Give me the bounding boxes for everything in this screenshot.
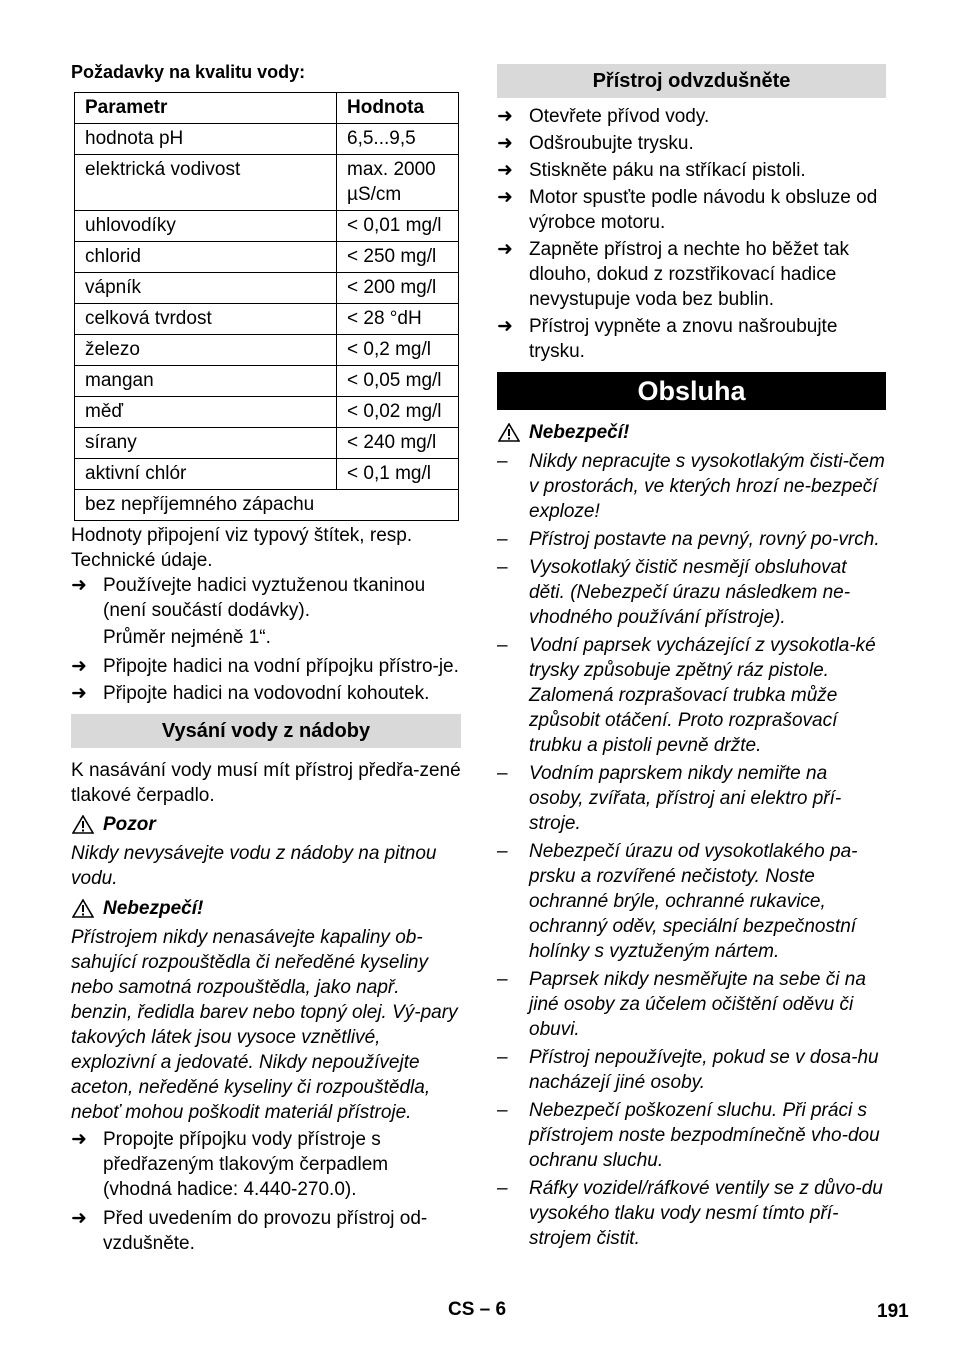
table-cell: < 0,2 mg/l	[337, 335, 459, 366]
table-cell: měď	[75, 397, 337, 428]
list-item-text: Přístroj postavte na pevný, rovný po-vrch.	[529, 529, 880, 550]
bleed-steps-list	[497, 104, 886, 364]
table-cell: mangan	[75, 366, 337, 397]
chapter-heading: Obsluha	[497, 372, 886, 410]
table-header-cell: Hodnota	[337, 93, 459, 124]
table-title: Požadavky na kvalitu vody:	[71, 62, 306, 82]
table-cell: 6,5...9,5	[337, 124, 459, 155]
list-item-text: Motor spusťte podle návodu k obsluze od výrobce motoru.	[529, 187, 878, 233]
arrow-right-icon: ➜	[71, 683, 87, 704]
paragraph-connection-values: Hodnoty připojení viz typový štítek, resp. Technické údaje.	[71, 525, 413, 571]
table-cell: < 0,05 mg/l	[337, 366, 459, 397]
list-item	[497, 314, 886, 364]
list-item	[497, 158, 886, 183]
warning-triangle-icon	[498, 423, 520, 442]
table-cell: < 240 mg/l	[337, 428, 459, 459]
table-row	[75, 490, 459, 521]
danger-heading	[71, 896, 461, 921]
list-item-text: Přístroj nepoužívejte, pokud se v dosa-hu nacházejí jiné osoby.	[529, 1047, 879, 1093]
list-item-text: Odšroubujte trysku.	[529, 133, 694, 154]
table-row	[75, 304, 459, 335]
list-item-text: Zapněte přístroj a nechte ho běžet tak dlouho, dokud z rozstřikovací hadice nevystupuje voda bez bublin.	[529, 239, 850, 310]
arrow-right-icon: ➜	[497, 133, 513, 154]
table-cell: vápník	[75, 273, 337, 304]
list-item	[497, 104, 886, 129]
table-cell: uhlovodíky	[75, 211, 337, 242]
dash-bullet: –	[497, 1047, 508, 1068]
dash-bullet: –	[497, 451, 508, 472]
table-row	[75, 366, 459, 397]
dash-bullet: –	[497, 635, 508, 656]
dash-bullet: –	[497, 529, 508, 550]
list-item	[497, 1176, 886, 1251]
list-item-text: Před uvedením do provozu přístroj od-vzdušněte.	[103, 1208, 428, 1254]
table-cell: < 200 mg/l	[337, 273, 459, 304]
arrow-right-icon: ➜	[71, 1208, 87, 1229]
table-cell: aktivní chlór	[75, 459, 337, 490]
arrow-right-icon: ➜	[71, 575, 87, 596]
danger-label: Nebezpečí!	[103, 898, 204, 919]
list-item	[497, 237, 886, 312]
list-item-text: Připojte hadici na vodovodní kohoutek.	[103, 683, 430, 704]
list-item-text: Připojte hadici na vodní přípojku přístro-je.	[103, 656, 459, 677]
table-cell: sírany	[75, 428, 337, 459]
list-item	[71, 573, 461, 650]
list-item-text: Otevřete přívod vody.	[529, 106, 710, 127]
table-cell: < 28 °dH	[337, 304, 459, 335]
table-cell: bez nepříjemného zápachu	[75, 490, 459, 521]
list-item	[497, 1098, 886, 1173]
dash-bullet: –	[497, 969, 508, 990]
list-item	[497, 527, 886, 552]
table-header-row	[75, 93, 459, 124]
table-row	[75, 273, 459, 304]
list-item	[497, 1045, 886, 1095]
table-row	[75, 155, 459, 211]
table-row	[75, 428, 459, 459]
caution-label: Pozor	[103, 814, 156, 835]
list-item-note: Průměr nejméně 1“.	[103, 627, 271, 648]
list-item-text: Nebezpečí úrazu od vysokotlakého pa-prsku a rozvířené nečistoty. Noste ochranné brýle, ochranné rukavice, ochranný oděv, speciální bezpečnostní holínky s vyztuženým nártem.	[529, 841, 858, 962]
table-cell: hodnota pH	[75, 124, 337, 155]
dash-bullet: –	[497, 763, 508, 784]
list-item	[497, 185, 886, 235]
list-item	[497, 761, 886, 836]
table-row	[75, 124, 459, 155]
table-cell: celková tvrdost	[75, 304, 337, 335]
arrow-right-icon: ➜	[497, 239, 513, 260]
left-column	[71, 60, 461, 1256]
table-cell: chlorid	[75, 242, 337, 273]
list-item-text: Nikdy nepracujte s vysokotlakým čisti-čem v prostorách, ve kterých hrozí ne-bezpečí exploze!	[529, 451, 885, 522]
list-item-text: Používejte hadici vyztuženou tkaninou (není součástí dodávky).	[103, 575, 426, 621]
table-cell: železo	[75, 335, 337, 366]
table-cell: < 250 mg/l	[337, 242, 459, 273]
table-row	[75, 335, 459, 366]
danger-text: Přístrojem nikdy nenasávejte kapaliny ob-sahující rozpouštědla či neředěné kyseliny nebo samotná rozpouštědla, jako např. benzin, ředidla barev nebo topný olej. Vý-pary takových látek jsou vysoce vznětlivé, explozivní a jedovaté. Nikdy nepoužívejte aceton, neředěné kyseliny či rozpouštědla, neboť mohou poškodit materiál přístroje.	[71, 927, 458, 1123]
list-item	[497, 967, 886, 1042]
danger-label: Nebezpečí!	[529, 422, 630, 443]
table-cell: max. 2000 µS/cm	[337, 155, 459, 211]
danger-heading	[497, 420, 886, 445]
list-item	[71, 1206, 461, 1256]
list-item-text: Propojte přípojku vody přístroje s předřazeným tlakovým čerpadlem (vhodná hadice: 4.440-270.0).	[103, 1129, 389, 1200]
section-heading: Vysání vody z nádoby	[71, 714, 461, 748]
list-item	[71, 681, 461, 706]
list-item	[497, 839, 886, 964]
table-cell: < 0,01 mg/l	[337, 211, 459, 242]
table-row	[75, 397, 459, 428]
arrow-right-icon: ➜	[497, 106, 513, 127]
dash-bullet: –	[497, 1100, 508, 1121]
list-item-text: Stiskněte páku na stříkací pistoli.	[529, 160, 806, 181]
list-item-text: Nebezpečí poškození sluchu. Při práci s přístrojem noste bezpodmínečně vho-dou ochranu sluchu.	[529, 1100, 880, 1171]
list-item	[497, 633, 886, 758]
list-item-text: Vodní paprsek vycházející z vysokotla-ké trysky způsobuje zpětný ráz pistole. Zalomená rozprašovací trubka může způsobit otáčení. Proto rozprašovací trubku a pistoli pevně držte.	[529, 635, 876, 756]
table-row	[75, 211, 459, 242]
section-heading: Přístroj odvzdušněte	[497, 64, 886, 98]
table-cell: elektrická vodivost	[75, 155, 337, 211]
dash-bullet: –	[497, 1178, 508, 1199]
right-column	[497, 64, 886, 1251]
list-item-text: Přístroj vypněte a znovu našroubujte trysku.	[529, 316, 838, 362]
table-row	[75, 242, 459, 273]
list-item-text: Ráfky vozidel/ráfkové ventily se z důvo-du vysokého tlaku vody nesmí tímto pří-strojem čistit.	[529, 1178, 883, 1249]
footer-language-page: CS – 6	[448, 1299, 507, 1320]
arrow-right-icon: ➜	[497, 316, 513, 337]
list-item	[497, 449, 886, 524]
list-item-text: Vysokotlaký čistič nesmějí obsluhovat děti. (Nebezpečí úrazu následkem ne-vhodného používání přístroje).	[529, 557, 851, 628]
arrow-right-icon: ➜	[71, 656, 87, 677]
footer-page-number: 191	[877, 1301, 909, 1322]
table-header-cell: Parametr	[75, 93, 337, 124]
dash-bullet: –	[497, 557, 508, 578]
arrow-right-icon: ➜	[71, 1129, 87, 1150]
list-item	[71, 654, 461, 679]
warning-triangle-icon	[72, 815, 94, 834]
water-quality-table	[74, 92, 459, 521]
caution-text: Nikdy nevysávejte vodu z nádoby na pitnou vodu.	[71, 843, 437, 889]
arrow-right-icon: ➜	[497, 187, 513, 208]
table-row	[75, 459, 459, 490]
safety-list	[497, 449, 886, 1251]
list-item-text: Vodním paprskem nikdy nemiřte na osoby, zvířata, přístroj ani elektro pří-stroje.	[529, 763, 842, 834]
paragraph-pre-pump: K nasávání vody musí mít přístroj předřa-zené tlakové čerpadlo.	[71, 760, 461, 806]
list-item	[497, 555, 886, 630]
list-item-text: Paprsek nikdy nesměřujte na sebe či na jiné osoby za účelem očištění oděvu či obuvi.	[529, 969, 866, 1040]
caution-heading	[71, 812, 461, 837]
dash-bullet: –	[497, 841, 508, 862]
table-cell: < 0,1 mg/l	[337, 459, 459, 490]
list-item	[497, 131, 886, 156]
table-cell: < 0,02 mg/l	[337, 397, 459, 428]
arrow-right-icon: ➜	[497, 160, 513, 181]
warning-triangle-icon	[72, 899, 94, 918]
list-item	[71, 1127, 461, 1202]
